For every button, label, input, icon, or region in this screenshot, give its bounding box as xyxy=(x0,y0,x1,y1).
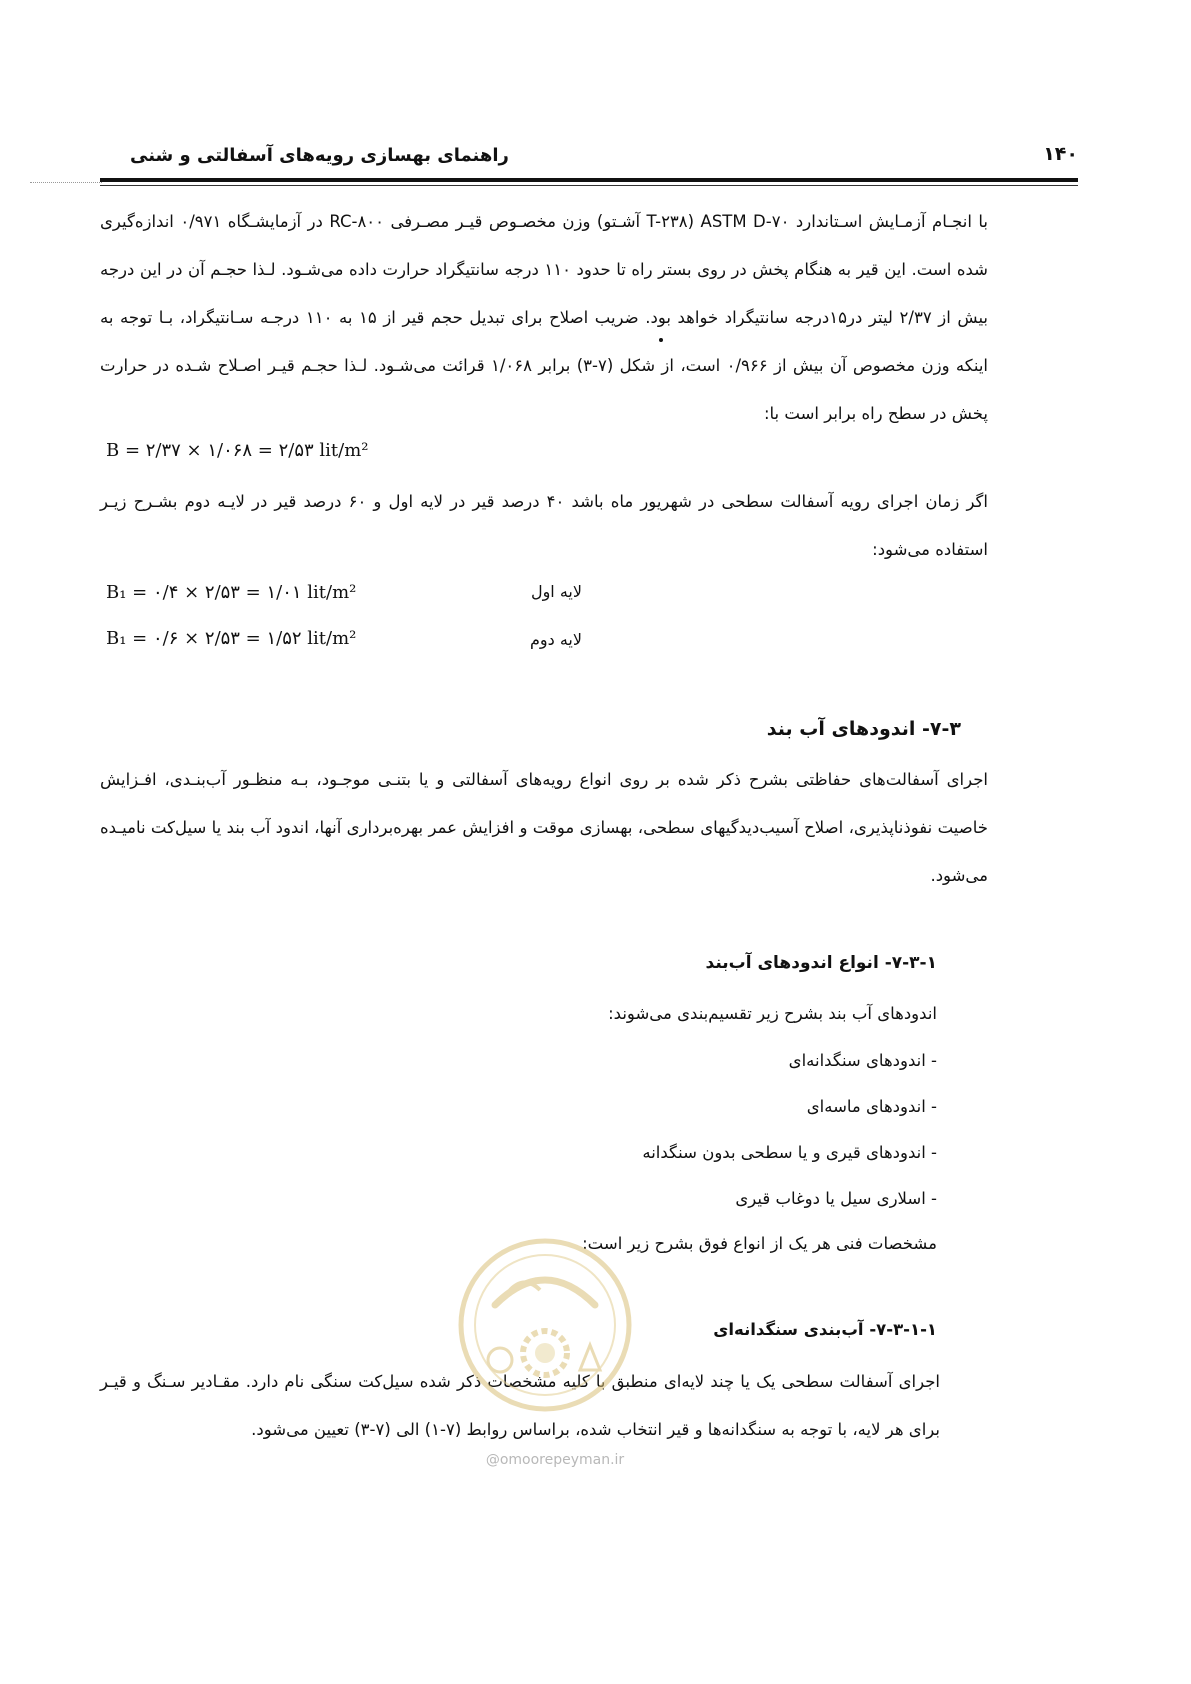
header-rule-thin xyxy=(100,185,1078,186)
equation-layer-2: B₁ = ۰/۶ × ۲/۵۳ = ۱/۵۲ lit/m² xyxy=(106,628,357,649)
list-item: - اسلاری سیل یا دوغاب قیری xyxy=(735,1189,937,1208)
running-title: راهنمای بهسازی رویه‌های آسفالتی و شنی xyxy=(130,145,509,166)
section-7-3-heading: ۷-۳- اندودهای آب بند xyxy=(766,718,961,740)
label-layer-1: لایه اول xyxy=(530,582,582,601)
seal-types-list xyxy=(337,1038,937,1222)
list-item: - اندودهای قیری و یا سطحی بدون سنگدانه xyxy=(642,1143,937,1162)
equation-layer-1: B₁ = ۰/۴ × ۲/۵۳ = ۱/۰۱ lit/m² xyxy=(106,582,357,603)
section-7-3-1-outro: مشخصات فنی هر یک از انواع فوق بشرح زیر است: xyxy=(582,1234,937,1253)
stray-dot xyxy=(659,338,663,342)
list-item: - اندودهای ماسه‌ای xyxy=(806,1097,937,1116)
header-rule-thick xyxy=(100,178,1078,182)
intro-paragraph: با انجـام آزمـایش اسـتاندارد ASTM D-۷۰ (T-۲۳۸ آشـتو) وزن مخصـوص قیـر مصـرفی RC-۸۰۰ در آزمایشـگاه ۰/۹۷۱ اندازه‌گیری شده است. این قیر به هنگام پخش در روی بستر راه تا حدود ۱۱۰ درجه سانتیگراد حرارت داده می‌شـود. لـذا حجـم آن در این درجه بیش از ۲/۳۷ لیتر در۱۵درجه سانتیگراد خواهد بود. ضریب اصلاح برای تبدیل حجم قیر از ۱۵ به ۱۱۰ درجـه سـانتیگراد، بـا توجه به اینکه وزن مخصوص آن بیش از ۰/۹۶۶ است، از شکل (۷-۳) برابر ۱/۰۶۸ قرائت می‌شـود. لـذا حجـم قیـر اصـلاح شـده در حرارت پخش در سطح راه برابر است با: xyxy=(100,212,989,423)
scan-artifact xyxy=(30,182,102,184)
section-7-3-paragraph: اجرای آسفالت‌های حفاظتی بشرح ذکر شده بر روی انواع رویه‌های آسفالتی و یا بتنـی موجـود، بـه منظـور آب‌بنـدی، افـزایش خاصیت نفوذناپذیری، اصلاح آسیب‌دیدگیهای سطحی، بهسازی موقت و افزایش عمر بهره‌برداری آنها، اندود آب بند یا سیل‌کت نامیـده می‌شود. xyxy=(100,770,988,885)
watermark-url: @omoorepeyman.ir xyxy=(485,1452,625,1468)
paragraph-layers: اگر زمان اجرای رویه آسفالت سطحی در شهریور ماه باشد ۴۰ درصد قیر در لایه اول و ۶۰ درصد قیر در لایـه دوم بشـرح زیـر استفاده می‌شود: xyxy=(100,492,988,559)
page-number: ۱۴۰ xyxy=(1043,143,1078,165)
section-7-3-1-1-heading: ۷-۳-۱-۱- آب‌بندی سنگدانه‌ای xyxy=(713,1320,937,1339)
watermark-logo xyxy=(455,1235,635,1415)
section-7-3-1-1-paragraph: اجرای آسفالت سطحی یک یا چند لایه‌ای منطبق با کلیه مشخصات ذکر شده سیل‌کت سنگی نام دارد. مقـادیر سـنگ و قیـر برای هر لایه، با توجه به سنگدانه‌ها و قیر انتخاب شده، براساس روابط (۷-۱) الی (۷-۳) تعیین می‌شود. xyxy=(100,1372,940,1439)
equation-b: B = ۲/۳۷ × ۱/۰۶۸ = ۲/۵۳ lit/m² xyxy=(106,440,369,461)
label-layer-2: لایه دوم xyxy=(530,630,582,649)
section-7-3-1-intro: اندودهای آب بند بشرح زیر تقسیم‌بندی می‌شوند: xyxy=(608,1004,937,1023)
section-7-3-1-heading: ۷-۳-۱- انواع اندودهای آب‌بند xyxy=(705,953,937,973)
list-item: - اندودهای سنگدانه‌ای xyxy=(788,1051,937,1070)
page-header xyxy=(100,143,1078,179)
